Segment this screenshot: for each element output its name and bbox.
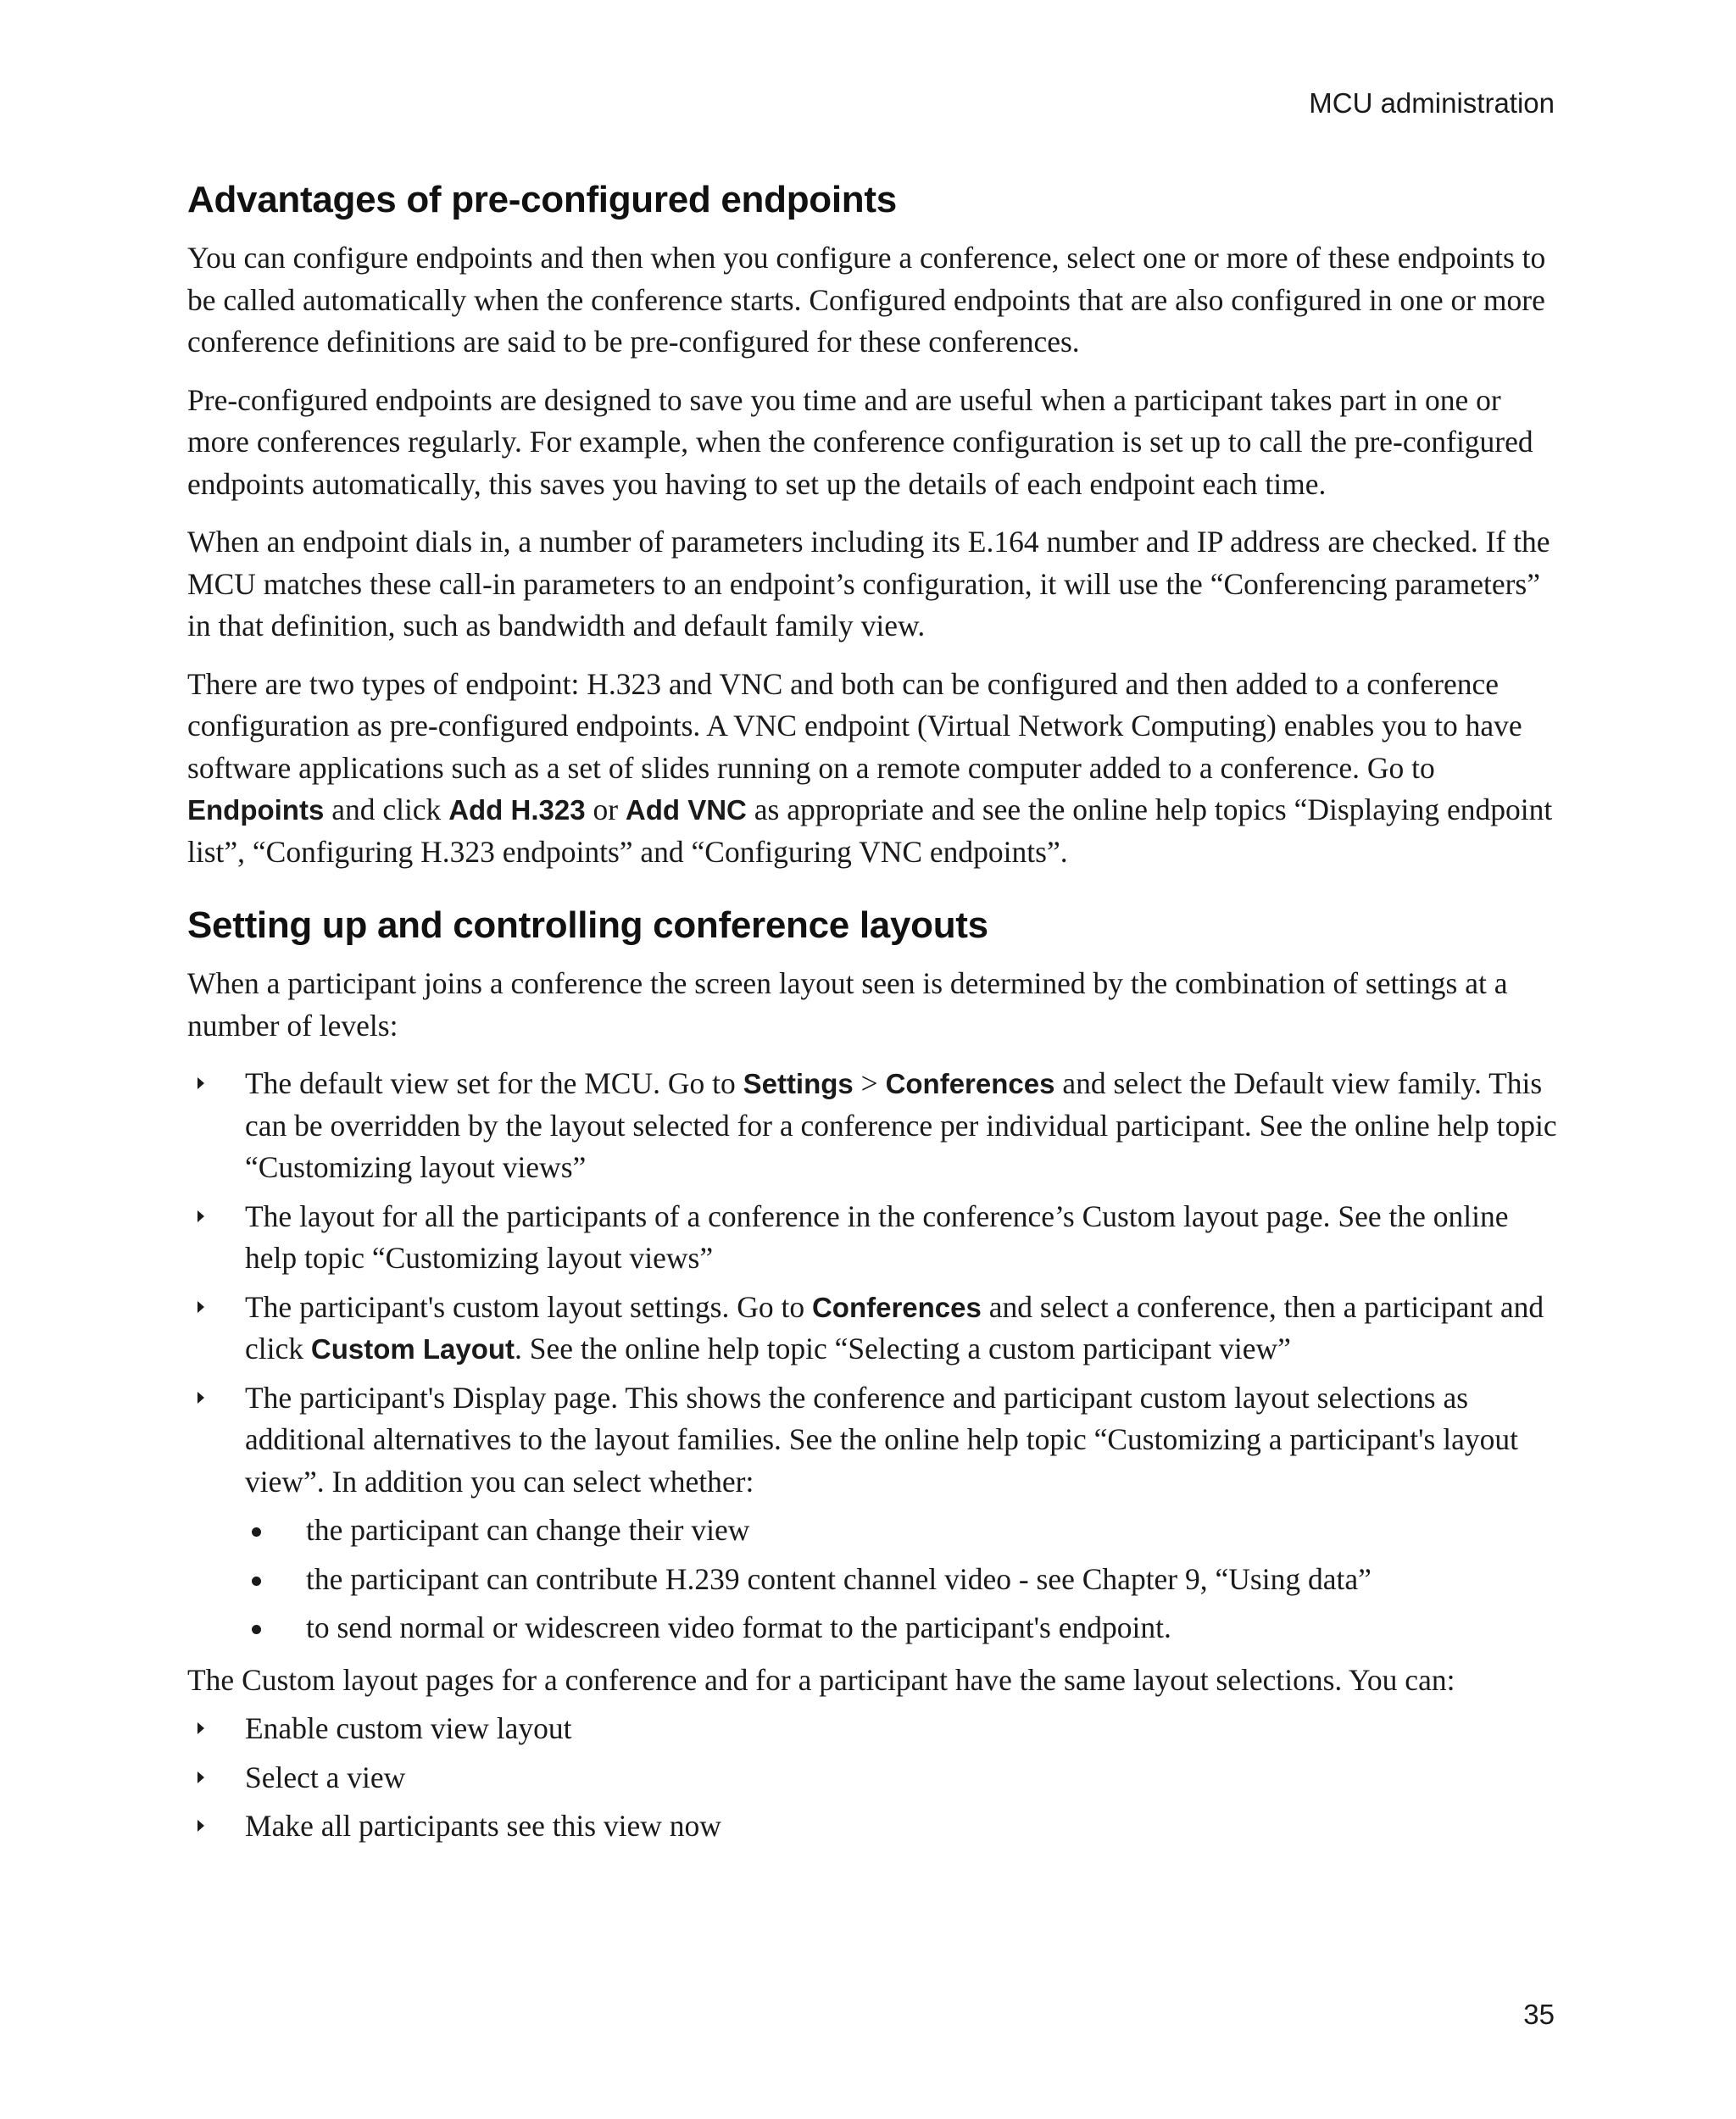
section-heading-advantages: Advantages of pre-configured endpoints bbox=[187, 179, 897, 220]
triangle-bullet-icon bbox=[198, 1077, 204, 1089]
triangle-bullet-icon bbox=[198, 1722, 204, 1734]
ui-term-add-h323: Add H.323 bbox=[448, 794, 586, 826]
sub-list-item bbox=[245, 1510, 1561, 1552]
page-number: 35 bbox=[1523, 1999, 1555, 2030]
text-run: the participant can contribute H.239 content channel video - see Chapter 9, “Using data” bbox=[306, 1561, 1372, 1596]
running-head: MCU administration bbox=[1309, 87, 1555, 119]
sub-list bbox=[245, 1510, 1561, 1649]
text-run: Enable custom view layout bbox=[245, 1711, 572, 1745]
text-run: > bbox=[853, 1066, 886, 1100]
paragraph: Pre-configured endpoints are designed to save you time and are useful when a participant takes part in one or more conferences regularly. For example, when the conference configuration is set up to call the pre-configured endpoints automatically, this saves you having to set up the details of each endpoint each time. bbox=[187, 382, 1533, 501]
triangle-bullet-icon bbox=[198, 1210, 204, 1222]
page-content bbox=[187, 176, 1561, 1855]
text-run: or bbox=[585, 793, 626, 826]
paragraph: The Custom layout pages for a conference and for a participant have the same layout selections. You can: bbox=[187, 1662, 1455, 1697]
text-run: The participant's Display page. This shows the conference and participant custom layout selections as additional alternatives to the layout families. See the online help topic “Customizing a participant's layout view”. In addition you can select whether: bbox=[245, 1380, 1518, 1499]
ui-term-settings: Settings bbox=[743, 1068, 854, 1099]
ui-term-endpoints: Endpoints bbox=[187, 794, 325, 826]
list-item bbox=[187, 1287, 1561, 1371]
text-run: and click bbox=[324, 793, 449, 826]
text-run: The layout for all the participants of a conference in the conference’s Custom layout page. See the online help topic “Customizing layout views” bbox=[245, 1199, 1509, 1275]
text-run: The participant's custom layout settings. Go to bbox=[245, 1289, 812, 1324]
text-run: and select the Default view family. This can be overridden by the layout selected for a conference per individual participant. See the online help topic “Customizing layout views” bbox=[245, 1066, 1557, 1184]
text-run: . See the online help topic “Selecting a custom participant view” bbox=[515, 1332, 1291, 1365]
triangle-bullet-icon bbox=[198, 1301, 204, 1313]
list-item bbox=[187, 1708, 1561, 1750]
list-item bbox=[187, 1757, 1561, 1799]
list-item bbox=[187, 1805, 1561, 1848]
paragraph: You can configure endpoints and then when you configure a conference, select one or more of these endpoints to be called automatically when the conference starts. Configured endpoints that are also configured in one or more conference definitions are said to be pre-configured for these conferences. bbox=[187, 241, 1546, 359]
text-run: Select a view bbox=[245, 1760, 406, 1794]
text-run: There are two types of endpoint: H.323 and VNC and both can be configured and then added to a conference configuration as pre-configured endpoints. A VNC endpoint (Virtual Network Computing) enables you to have software applications such as a set of slides running on a remote computer added to a conference. Go to bbox=[187, 666, 1522, 785]
section-heading-layouts: Setting up and controlling conference layouts bbox=[187, 904, 988, 946]
ui-term-conferences: Conferences bbox=[811, 1291, 982, 1323]
triangle-bullet-icon bbox=[198, 1771, 204, 1783]
paragraph: When an endpoint dials in, a number of parameters including its E.164 number and IP address are checked. If the MCU matches these call-in parameters to an endpoint’s configuration, it will use the “Conferencing parameters” in that definition, such as bandwidth and default family view. bbox=[187, 525, 1550, 642]
dot-bullet-icon bbox=[252, 1527, 261, 1537]
levels-list bbox=[187, 1063, 1561, 1649]
ui-term-custom-layout: Custom Layout bbox=[310, 1333, 515, 1365]
text-run: Make all participants see this view now bbox=[245, 1809, 721, 1843]
ui-term-add-vnc: Add VNC bbox=[625, 794, 747, 826]
dot-bullet-icon bbox=[252, 1577, 261, 1586]
triangle-bullet-icon bbox=[198, 1392, 204, 1404]
paragraph: When a participant joins a conference the screen layout seen is determined by the combination of settings at a number of levels: bbox=[187, 966, 1508, 1043]
options-list bbox=[187, 1708, 1561, 1848]
text-run: and select a conference, then a participant and click bbox=[245, 1289, 1544, 1365]
sub-list-item bbox=[245, 1559, 1561, 1601]
text-run: as appropriate and see the online help topics “Displaying endpoint list”, “Configuring H.323 endpoints” and “Configuring VNC endpoints”. bbox=[187, 793, 1553, 869]
triangle-bullet-icon bbox=[198, 1820, 204, 1832]
text-run: to send normal or widescreen video format to the participant's endpoint. bbox=[306, 1610, 1171, 1644]
list-item bbox=[187, 1377, 1561, 1649]
ui-term-conferences: Conferences bbox=[885, 1068, 1055, 1099]
list-item bbox=[187, 1063, 1561, 1189]
text-run: The default view set for the MCU. Go to bbox=[245, 1066, 743, 1100]
sub-list-item bbox=[245, 1607, 1561, 1649]
list-item bbox=[187, 1196, 1561, 1280]
dot-bullet-icon bbox=[252, 1625, 261, 1634]
text-run: the participant can change their view bbox=[306, 1513, 750, 1547]
paragraph-endpoint-types bbox=[187, 664, 1561, 874]
